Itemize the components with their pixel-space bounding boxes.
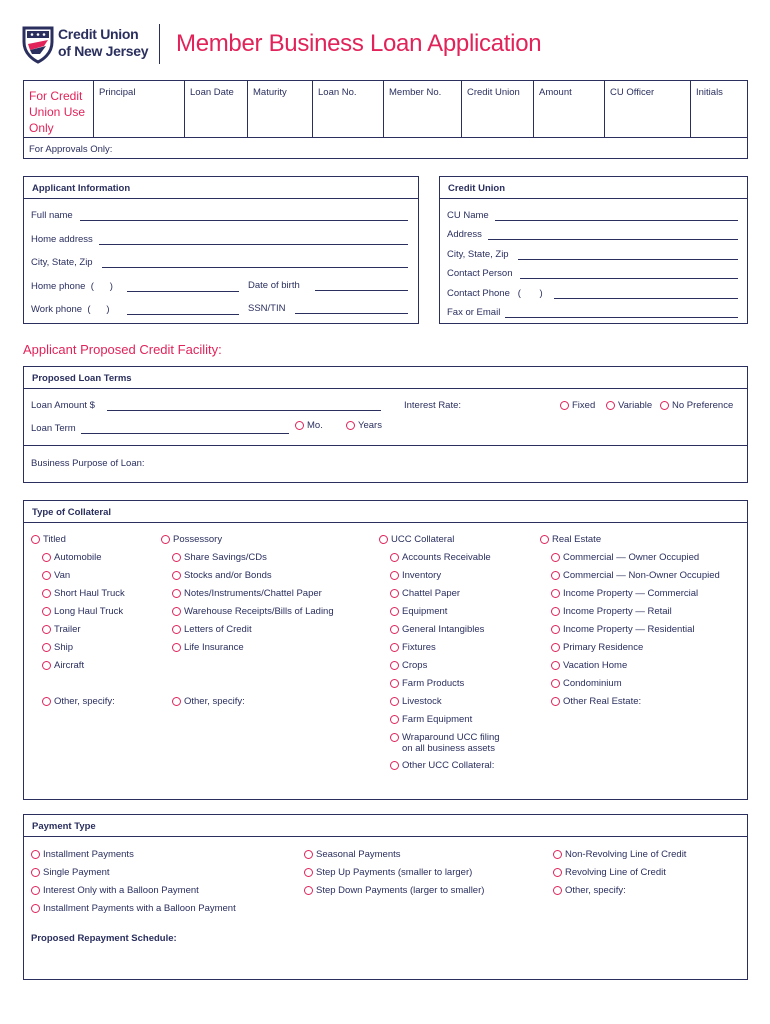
payment-step-down[interactable]: Step Down Payments (larger to smaller) — [304, 885, 484, 896]
radio-icon — [390, 661, 399, 670]
radio-icon — [172, 625, 181, 634]
titled-ship[interactable]: Ship — [42, 642, 73, 653]
logo-line-1: Credit Union — [58, 26, 139, 42]
facility-heading: Applicant Proposed Credit Facility: — [23, 342, 222, 357]
radio-icon — [31, 535, 40, 544]
ucc-livestock[interactable]: Livestock — [390, 696, 442, 707]
repayment-schedule-label: Proposed Repayment Schedule: — [31, 933, 177, 944]
ssn-label: SSN/TIN — [248, 303, 286, 314]
cu-col-loan-no: Loan No. — [318, 87, 357, 98]
collateral-titled[interactable]: Titled — [31, 534, 66, 545]
radio-icon — [42, 643, 51, 652]
ucc-wraparound[interactable]: Wraparound UCC filing — [390, 732, 500, 743]
payment-installment-balloon[interactable]: Installment Payments with a Balloon Payment — [31, 903, 236, 914]
re-commercial-non-owner[interactable]: Commercial — Non-Owner Occupied — [551, 570, 720, 581]
cu-fax-email-label: Fax or Email — [447, 307, 501, 318]
work-phone-field[interactable] — [127, 314, 239, 315]
collateral-header: Type of Collateral — [32, 507, 112, 518]
home-phone-field[interactable] — [127, 291, 239, 292]
collateral-real-estate[interactable]: Real Estate — [540, 534, 601, 545]
cu-name-label: CU Name — [447, 210, 489, 221]
radio-icon — [172, 697, 181, 706]
radio-icon — [42, 589, 51, 598]
radio-icon — [551, 697, 560, 706]
ucc-chattel-paper[interactable]: Chattel Paper — [390, 588, 460, 599]
cu-col-credit-union: Credit Union — [467, 87, 520, 98]
radio-icon — [172, 571, 181, 580]
radio-icon — [379, 535, 388, 544]
rate-no-preference-option[interactable]: No Preference — [660, 400, 733, 411]
cu-contact-person-label: Contact Person — [447, 268, 513, 279]
possessory-warehouse-receipts[interactable]: Warehouse Receipts/Bills of Lading — [172, 606, 334, 617]
payment-seasonal[interactable]: Seasonal Payments — [304, 849, 401, 860]
cu-col-amount: Amount — [539, 87, 572, 98]
radio-icon — [560, 401, 569, 410]
radio-icon — [172, 643, 181, 652]
cu-contact-phone-field[interactable] — [554, 298, 738, 299]
possessory-letters-of-credit[interactable]: Letters of Credit — [172, 624, 252, 635]
possessory-notes[interactable]: Notes/Instruments/Chattel Paper — [172, 588, 322, 599]
radio-icon — [31, 868, 40, 877]
cu-address-field[interactable] — [488, 239, 738, 240]
payment-non-revolving[interactable]: Non-Revolving Line of Credit — [553, 849, 686, 860]
radio-icon — [172, 607, 181, 616]
rate-fixed-option[interactable]: Fixed — [560, 400, 595, 411]
titled-other[interactable]: Other, specify: — [42, 696, 115, 707]
radio-icon — [42, 607, 51, 616]
logo-divider — [159, 24, 160, 64]
dob-field[interactable] — [315, 290, 408, 291]
rate-variable-option[interactable]: Variable — [606, 400, 652, 411]
radio-icon — [172, 553, 181, 562]
radio-icon — [346, 421, 355, 430]
payment-installment[interactable]: Installment Payments — [31, 849, 134, 860]
radio-icon — [304, 868, 313, 877]
radio-icon — [31, 850, 40, 859]
cu-city-field[interactable] — [518, 259, 738, 260]
dob-label: Date of birth — [248, 280, 300, 291]
cu-use-box — [23, 80, 748, 159]
city-state-zip-field[interactable] — [102, 267, 408, 268]
credit-union-box — [439, 176, 748, 324]
titled-trailer[interactable]: Trailer — [42, 624, 81, 635]
titled-automobile[interactable]: Automobile — [42, 552, 102, 563]
radio-icon — [390, 715, 399, 724]
radio-icon — [551, 589, 560, 598]
radio-icon — [553, 886, 562, 895]
collateral-ucc[interactable]: UCC Collateral — [379, 534, 454, 545]
collateral-possessory[interactable]: Possessory — [161, 534, 222, 545]
cu-col-initials: Initials — [696, 87, 723, 98]
cu-col-maturity: Maturity — [253, 87, 287, 98]
radio-icon — [390, 589, 399, 598]
radio-icon — [390, 571, 399, 580]
radio-icon — [390, 733, 399, 742]
re-vacation-home[interactable]: Vacation Home — [551, 660, 627, 671]
radio-icon — [553, 868, 562, 877]
logo-shield-icon — [22, 24, 54, 64]
possessory-other[interactable]: Other, specify: — [172, 696, 245, 707]
cu-fax-email-field[interactable] — [505, 317, 738, 318]
ucc-equipment[interactable]: Equipment — [390, 606, 447, 617]
full-name-field[interactable] — [80, 220, 408, 221]
payment-other[interactable]: Other, specify: — [553, 885, 626, 896]
loan-amount-label: Loan Amount $ — [31, 400, 95, 411]
radio-icon — [390, 553, 399, 562]
payment-single[interactable]: Single Payment — [31, 867, 110, 878]
re-commercial-owner[interactable]: Commercial — Owner Occupied — [551, 552, 699, 563]
logo-line-2: of New Jersey — [58, 43, 149, 59]
credit-union-header: Credit Union — [448, 183, 505, 194]
possessory-stocks-bonds[interactable]: Stocks and/or Bonds — [172, 570, 272, 581]
ucc-farm-products[interactable]: Farm Products — [390, 678, 464, 689]
re-income-retail[interactable]: Income Property — Retail — [551, 606, 672, 617]
home-address-field[interactable] — [99, 244, 408, 245]
full-name-label: Full name — [31, 210, 73, 221]
radio-icon — [42, 661, 51, 670]
cu-col-cu-officer: CU Officer — [610, 87, 655, 98]
radio-icon — [551, 553, 560, 562]
titled-van[interactable]: Van — [42, 570, 70, 581]
titled-aircraft[interactable]: Aircraft — [42, 660, 84, 671]
term-months-option[interactable]: Mo. — [295, 420, 323, 431]
titled-short-haul-truck[interactable]: Short Haul Truck — [42, 588, 125, 599]
radio-icon — [390, 679, 399, 688]
term-years-option[interactable]: Years — [346, 420, 382, 431]
page-title: Member Business Loan Application — [176, 30, 542, 57]
ucc-inventory[interactable]: Inventory — [390, 570, 441, 581]
payment-type-header: Payment Type — [32, 821, 96, 832]
radio-icon — [390, 607, 399, 616]
radio-icon — [390, 643, 399, 652]
ucc-crops[interactable]: Crops — [390, 660, 427, 671]
radio-icon — [42, 625, 51, 634]
ucc-wraparound-line-2: on all business assets — [402, 743, 495, 754]
re-primary-residence[interactable]: Primary Residence — [551, 642, 643, 653]
cu-name-field[interactable] — [495, 220, 738, 221]
radio-icon — [540, 535, 549, 544]
ucc-fixtures[interactable]: Fixtures — [390, 642, 436, 653]
loan-amount-field[interactable] — [107, 410, 381, 411]
re-condominium[interactable]: Condominium — [551, 678, 622, 689]
payment-revolving[interactable]: Revolving Line of Credit — [553, 867, 666, 878]
home-address-label: Home address — [31, 234, 93, 245]
applicant-info-box — [23, 176, 419, 324]
radio-icon — [551, 571, 560, 580]
ucc-general-intangibles[interactable]: General Intangibles — [390, 624, 484, 635]
ucc-other[interactable]: Other UCC Collateral: — [390, 760, 494, 771]
cu-contact-person-field[interactable] — [520, 278, 738, 279]
logo — [22, 24, 157, 64]
payment-step-up[interactable]: Step Up Payments (smaller to larger) — [304, 867, 472, 878]
radio-icon — [161, 535, 170, 544]
radio-icon — [551, 679, 560, 688]
radio-icon — [295, 421, 304, 430]
home-phone-label: Home phone ( ) — [31, 281, 113, 292]
radio-icon — [42, 697, 51, 706]
radio-icon — [42, 571, 51, 580]
radio-icon — [660, 401, 669, 410]
applicant-info-header: Applicant Information — [32, 183, 131, 194]
loan-terms-box — [23, 366, 748, 483]
possessory-life-insurance[interactable]: Life Insurance — [172, 642, 244, 653]
radio-icon — [606, 401, 615, 410]
cu-col-loan-date: Loan Date — [190, 87, 234, 98]
cu-address-label: Address — [447, 229, 482, 240]
business-purpose-label: Business Purpose of Loan: — [31, 458, 145, 469]
possessory-share-savings[interactable]: Share Savings/CDs — [172, 552, 267, 563]
ucc-accounts-receivable[interactable]: Accounts Receivable — [390, 552, 491, 563]
radio-icon — [390, 625, 399, 634]
radio-icon — [304, 850, 313, 859]
radio-icon — [390, 761, 399, 770]
loan-terms-header: Proposed Loan Terms — [32, 373, 132, 384]
cu-city-label: City, State, Zip — [447, 249, 509, 260]
re-income-commercial[interactable]: Income Property — Commercial — [551, 588, 698, 599]
radio-icon — [304, 886, 313, 895]
work-phone-label: Work phone ( ) — [31, 304, 110, 315]
radio-icon — [31, 886, 40, 895]
re-income-residential[interactable]: Income Property — Residential — [551, 624, 694, 635]
radio-icon — [42, 553, 51, 562]
city-state-zip-label: City, State, Zip — [31, 257, 93, 268]
radio-icon — [551, 643, 560, 652]
approvals-label: For Approvals Only: — [29, 144, 113, 155]
ucc-farm-equipment[interactable]: Farm Equipment — [390, 714, 472, 725]
radio-icon — [551, 625, 560, 634]
re-other[interactable]: Other Real Estate: — [551, 696, 641, 707]
radio-icon — [551, 607, 560, 616]
titled-long-haul-truck[interactable]: Long Haul Truck — [42, 606, 123, 617]
interest-rate-label: Interest Rate: — [404, 400, 462, 411]
cu-col-member-no: Member No. — [389, 87, 442, 98]
radio-icon — [31, 904, 40, 913]
ssn-field[interactable] — [295, 313, 408, 314]
radio-icon — [390, 697, 399, 706]
cu-contact-phone-label: Contact Phone ( ) — [447, 288, 543, 299]
payment-type-box — [23, 814, 748, 980]
radio-icon — [551, 661, 560, 670]
payment-interest-only-balloon[interactable]: Interest Only with a Balloon Payment — [31, 885, 199, 896]
loan-term-label: Loan Term — [31, 423, 76, 434]
radio-icon — [172, 589, 181, 598]
collateral-box — [23, 500, 748, 800]
cu-col-principal: Principal — [99, 87, 136, 98]
radio-icon — [553, 850, 562, 859]
cu-use-label: For Credit Union Use Only — [29, 89, 86, 135]
loan-term-field[interactable] — [81, 433, 289, 434]
